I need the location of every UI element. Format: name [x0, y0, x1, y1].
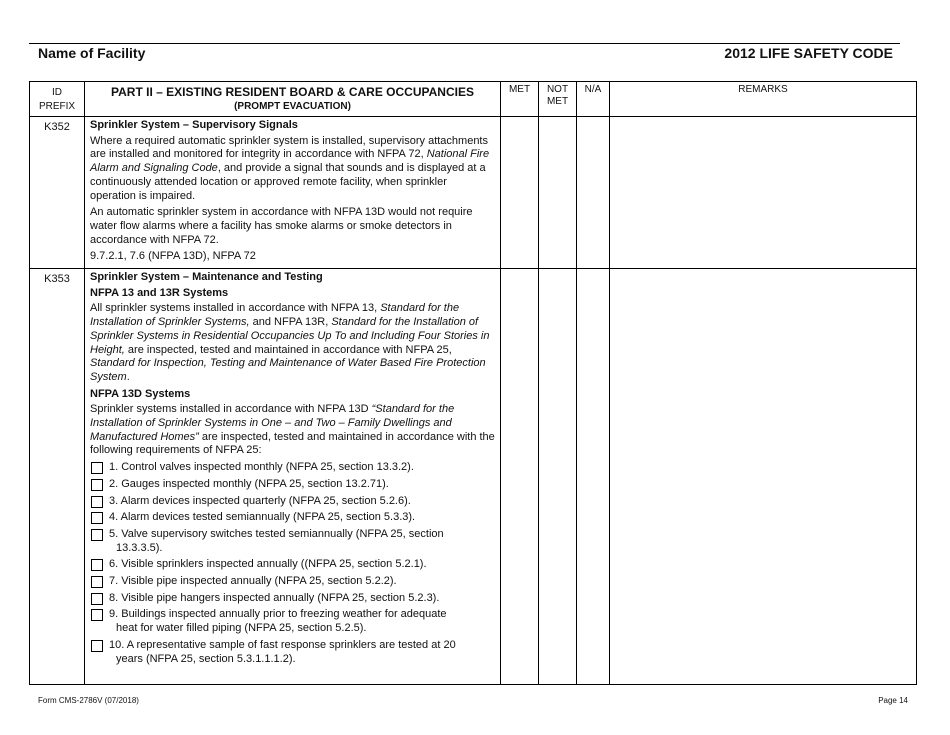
na-header: N/A	[577, 82, 610, 117]
part-header	[85, 82, 501, 117]
k353-met-cell[interactable]	[501, 269, 539, 685]
checklist-item: 1. Control valves inspected monthly (NFPA 25, section 13.3.2).	[90, 461, 495, 475]
checklist-item: 7. Visible pipe inspected annually (NFPA 25, section 5.2.2).	[90, 575, 495, 589]
k352-paragraph-1: Where a required automatic sprinkler system is installed, supervisory attachments are installed and monitored for integrity in accordance with NFPA 72, National Fire Alarm and Signaling Code, and provide a signal that sounds and is displayed at a continuously attended location or approved remote facility, when sprinkler operation is impaired.	[90, 134, 490, 202]
checkbox[interactable]	[91, 496, 103, 508]
k352-remarks-cell[interactable]	[610, 117, 917, 269]
k353-paragraph-1: All sprinkler systems installed in accordance with NFPA 13, Standard for the Installation of Sprinkler Systems, and NFPA 13R, Standard for the Installation of Sprinkler Systems in Residential Occupancies Up To and Including Four Stories in Height, are inspected, tested and maintained in accordance with NFPA 25, Standard for Inspection, Testing and Maintenance of Water Based Fire Protection System.	[90, 302, 490, 383]
k352-na-cell[interactable]	[577, 117, 610, 269]
k353-subheading-13d: NFPA 13D Systems	[90, 387, 191, 400]
k352-reference: 9.7.2.1, 7.6 (NFPA 13D), NFPA 72	[90, 250, 256, 263]
remarks-header: REMARKS	[610, 82, 917, 117]
k353-subheading-13-13r: NFPA 13 and 13R Systems	[90, 286, 229, 299]
checklist-item: 8. Visible pipe hangers inspected annually (NFPA 25, section 5.2.3).	[90, 592, 495, 606]
table-row-k353	[30, 269, 917, 685]
k352-title: Sprinkler System – Supervisory Signals	[90, 119, 298, 131]
checkbox[interactable]	[91, 609, 103, 621]
k352-content	[85, 117, 501, 269]
header-rule	[29, 43, 900, 44]
k352-met-cell[interactable]	[501, 117, 539, 269]
checkbox[interactable]	[91, 593, 103, 605]
table-row-k352	[30, 117, 917, 269]
facility-name-label: Name of Facility	[38, 45, 146, 61]
k353-paragraph-2: Sprinkler systems installed in accordance with NFPA 13D “Standard for the Installation of Sprinkler Systems in One – and Two – Family Dwellings and Manufactured Homes” are inspected, tested and maintained in accordance with the following requirements of NFPA 25:	[90, 403, 495, 457]
checklist-item: 3. Alarm devices inspected quarterly (NFPA 25, section 5.2.6).	[90, 495, 495, 509]
checkbox[interactable]	[91, 529, 103, 541]
checklist-item: 5. Valve supervisory switches tested semiannually (NFPA 25, section 13.3.3.5).	[90, 528, 495, 555]
checkbox[interactable]	[91, 479, 103, 491]
checklist-item: 6. Visible sprinklers inspected annually ((NFPA 25, section 5.2.1).	[90, 558, 495, 572]
checkbox[interactable]	[91, 640, 103, 652]
table-header-row	[30, 82, 917, 117]
k353-remarks-cell[interactable]	[610, 269, 917, 685]
code-title: 2012 LIFE SAFETY CODE	[724, 45, 893, 61]
page-number: Page 14	[878, 696, 908, 705]
checklist-item: 9. Buildings inspected annually prior to freezing weather for adequate heat for water filled piping (NFPA 25, section 5.2.5).	[90, 608, 495, 635]
form-id: Form CMS-2786V (07/2018)	[38, 696, 139, 705]
checkbox[interactable]	[91, 559, 103, 571]
checkbox[interactable]	[91, 576, 103, 588]
id-prefix-header: ID PREFIX	[30, 82, 85, 117]
k353-title: Sprinkler System – Maintenance and Testing	[90, 271, 323, 283]
k353-na-cell[interactable]	[577, 269, 610, 685]
row-id: K352	[30, 117, 85, 269]
checklist-item: 10. A representative sample of fast response sprinklers are tested at 20 years (NFPA 25, section 5.3.1.1.1.2).	[90, 639, 495, 666]
not-met-header: NOT MET	[539, 82, 577, 117]
row-id: K353	[30, 269, 85, 685]
k353-content	[85, 269, 501, 685]
checkbox[interactable]	[91, 462, 103, 474]
met-header: MET	[501, 82, 539, 117]
checklist-item: 4. Alarm devices tested semiannually (NFPA 25, section 5.3.3).	[90, 511, 495, 525]
inspection-table	[29, 81, 917, 685]
k353-not-met-cell[interactable]	[539, 269, 577, 685]
checklist-item: 2. Gauges inspected monthly (NFPA 25, section 13.2.71).	[90, 478, 495, 492]
part-subtitle: (PROMPT EVACUATION)	[234, 101, 351, 112]
checkbox[interactable]	[91, 512, 103, 524]
k352-not-met-cell[interactable]	[539, 117, 577, 269]
k352-paragraph-2: An automatic sprinkler system in accordance with NFPA 13D would not require water flow alarms where a facility has smoke alarms or smoke detectors in accordance with NFPA 72.	[90, 206, 473, 246]
part-title: PART II – EXISTING RESIDENT BOARD & CARE OCCUPANCIES	[111, 85, 474, 99]
